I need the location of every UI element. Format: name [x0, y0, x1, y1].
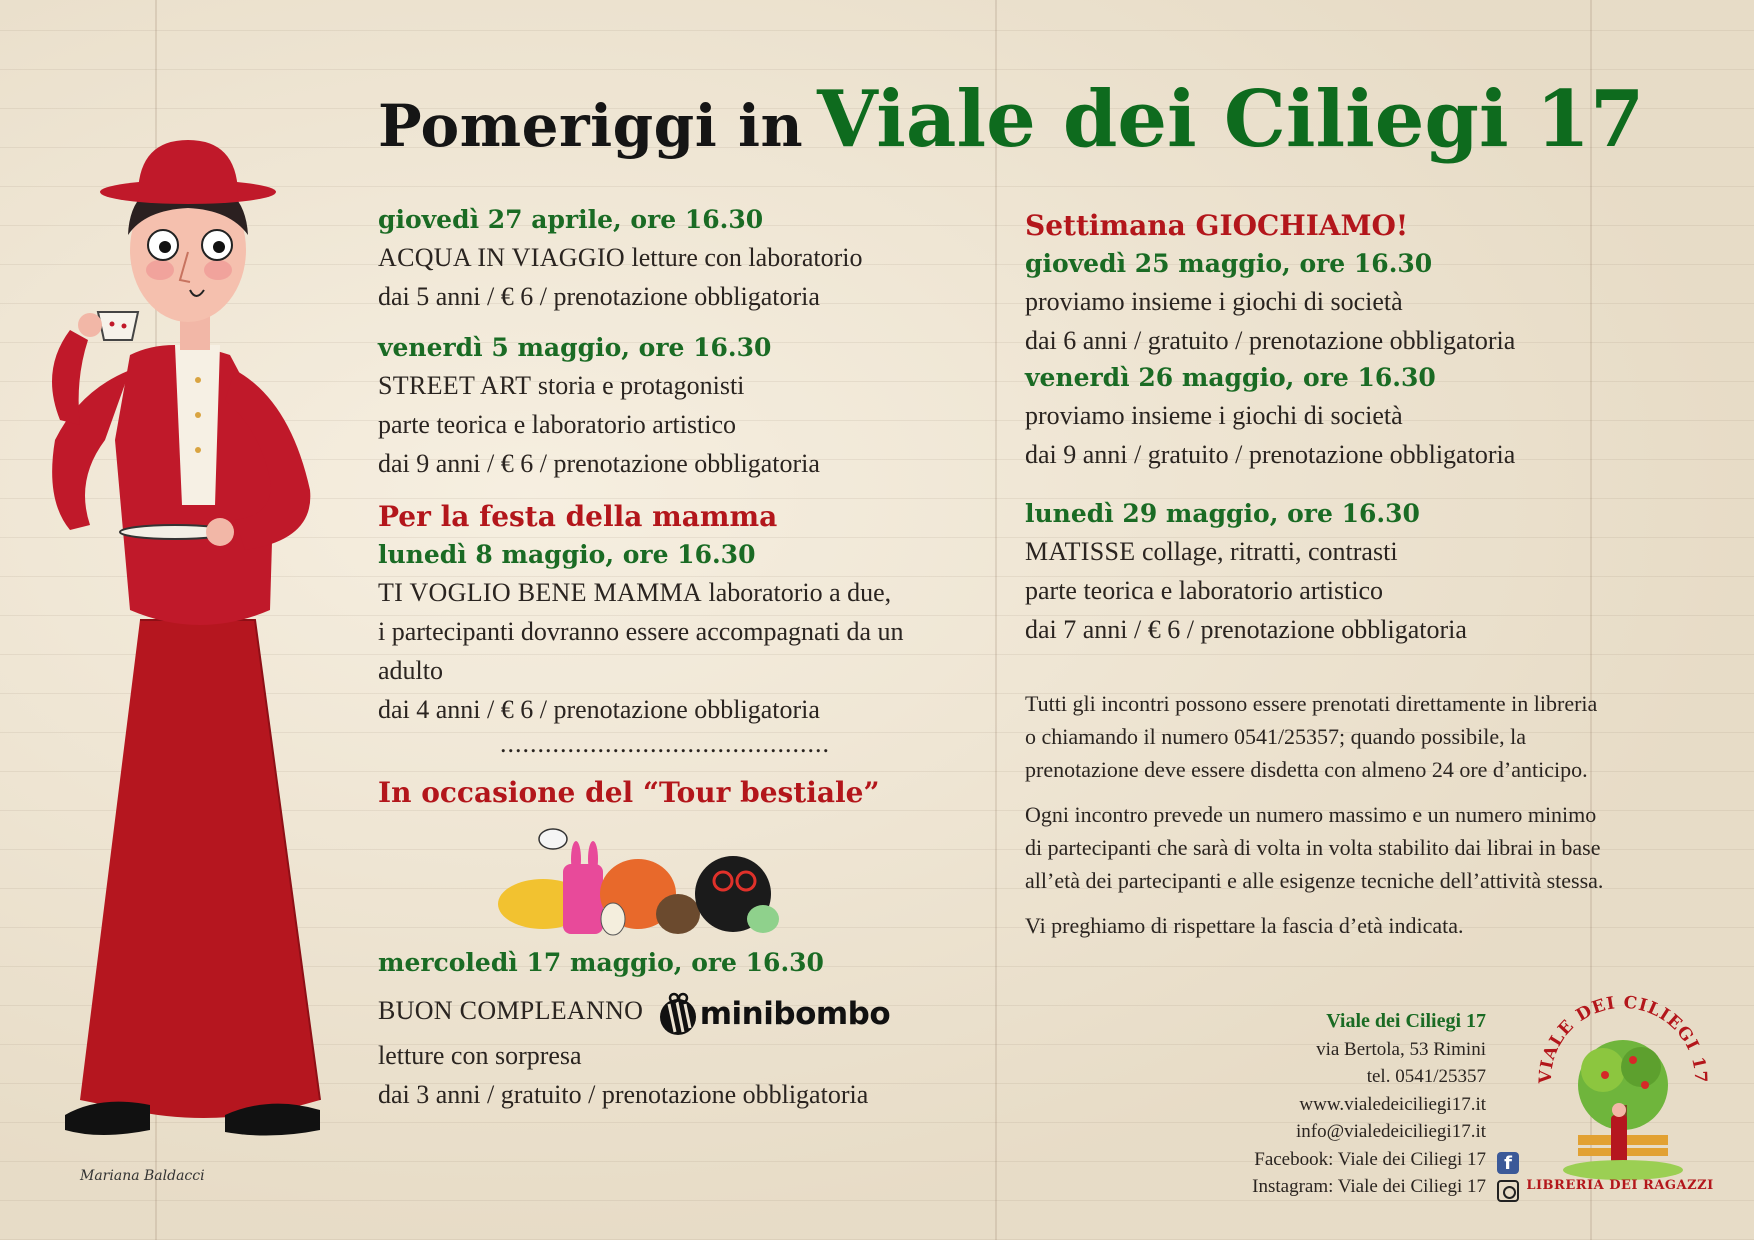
contact-block — [1252, 1008, 1486, 1201]
event-info: dai 9 anni / gratuito / prenotazione obbligatoria — [1025, 440, 1516, 469]
event-name: TI VOGLIO BENE MAMMA — [378, 578, 703, 607]
event-info: dai 4 anni / € 6 / prenotazione obbligatoria — [378, 695, 820, 724]
event-date: giovedì 27 aprile, ore 16.30 — [378, 205, 764, 234]
page-title — [378, 74, 1644, 165]
logo-subtitle: LIBRERIA DEI RAGAZZI — [1526, 1178, 1714, 1193]
event-block — [1025, 246, 1705, 360]
event-info: dai 7 anni / € 6 / prenotazione obbligatoria — [1025, 615, 1467, 644]
event-name: BUON COMPLEANNO — [378, 996, 644, 1025]
note-line: all’età dei partecipanti e alle esigenze tecniche dell’attività stessa. — [1025, 868, 1604, 893]
minibombo-wordmark: minibombo — [699, 996, 891, 1033]
title-part2: Viale dei Ciliegi 17 — [817, 74, 1645, 165]
title-part1: Pomeriggi in — [378, 92, 804, 160]
event-date: mercoledì 17 maggio, ore 16.30 — [378, 948, 824, 977]
event-info: dai 6 anni / gratuito / prenotazione obbligatoria — [1025, 326, 1516, 355]
lady-illustration — [20, 140, 370, 1180]
event-date: lunedì 29 maggio, ore 16.30 — [1025, 499, 1420, 528]
shop-phone: tel. 0541/25357 — [1366, 1066, 1486, 1087]
section-heading: Per la festa della mamma — [378, 500, 778, 533]
shop-logo — [1533, 985, 1713, 1200]
mamma-block — [378, 497, 988, 729]
note-line: Ogni incontro prevede un numero massimo e un numero minimo — [1025, 802, 1597, 827]
shop-email[interactable]: info@vialedeiciliegi17.it — [1295, 1121, 1486, 1142]
section-heading: In occasione del “Tour bestiale” — [378, 776, 880, 809]
artist-signature: Mariana Baldacci — [80, 1168, 205, 1184]
event-block — [1025, 496, 1705, 649]
age-note: Vi preghiamo di rispettare la fascia d’età indicata. — [1025, 913, 1464, 938]
event-extra: parte teorica e laboratorio artistico — [378, 410, 737, 439]
note-line: di partecipanti che sarà di volta in volta stabilito dai librai in base — [1025, 835, 1601, 860]
event-date: lunedì 8 maggio, ore 16.30 — [378, 540, 756, 569]
event-info: dai 9 anni / € 6 / prenotazione obbligatoria — [378, 449, 820, 478]
shop-name: Viale dei Ciliegi 17 — [1326, 1010, 1486, 1032]
right-column — [1025, 206, 1705, 954]
event-line: proviamo insieme i giochi di società — [1025, 401, 1403, 430]
event-desc: storia e protagonisti — [531, 371, 745, 400]
event-desc: letture con laboratorio — [624, 243, 863, 272]
event-name: ACQUA IN VIAGGIO — [378, 243, 625, 272]
event-line: letture con sorpresa — [378, 1041, 582, 1071]
event-line: i partecipanti dovranno essere accompagnati da un — [378, 617, 904, 646]
facebook-icon[interactable]: f — [1497, 1152, 1519, 1174]
event-block — [378, 202, 988, 316]
booking-note — [1025, 687, 1705, 786]
logo-arc-text: VIALE DEI CILIEGI 17 — [1535, 992, 1711, 1085]
shop-website[interactable]: www.vialedeiciliegi17.it — [1299, 1093, 1486, 1115]
shop-instagram[interactable]: Instagram: Viale dei Ciliegi 17 — [1252, 1176, 1486, 1197]
event-desc: laboratorio a due, — [702, 578, 892, 607]
note-line: o chiamando il numero 0541/25357; quando possibile, la — [1025, 724, 1527, 749]
minibombo-logo-icon — [656, 992, 700, 1036]
event-date: giovedì 25 maggio, ore 16.30 — [1025, 249, 1433, 278]
event-line: proviamo insieme i giochi di società — [1025, 287, 1403, 316]
event-date: venerdì 5 maggio, ore 16.30 — [378, 333, 772, 362]
shop-facebook[interactable]: Facebook: Viale dei Ciliegi 17 — [1254, 1148, 1486, 1170]
event-date: venerdì 26 maggio, ore 16.30 — [1025, 363, 1436, 392]
note-line: Tutti gli incontri possono essere prenotati direttamente in libreria — [1025, 691, 1598, 716]
event-line: adulto — [378, 656, 443, 685]
event-line: parte teorica e laboratorio artistico — [1025, 576, 1384, 605]
paper-rule — [995, 0, 997, 1240]
event-block — [378, 330, 988, 483]
event-name: STREET ART — [378, 371, 532, 400]
shop-address: via Bertola, 53 Rimini — [1316, 1038, 1486, 1060]
animals-illustration — [498, 819, 788, 939]
minibombo-logo — [656, 990, 890, 1036]
note-line: prenotazione deve essere disdetta con almeno 24 ore d’anticipo. — [1025, 757, 1588, 782]
event-block — [1025, 360, 1705, 474]
event-info: dai 3 anni / gratuito / prenotazione obbligatoria — [378, 1080, 869, 1110]
dotted-separator: ............................................ — [500, 729, 830, 758]
event-name: MATISSE — [1025, 537, 1136, 566]
left-column — [378, 202, 988, 1114]
participants-note — [1025, 798, 1705, 897]
event-info: dai 5 anni / € 6 / prenotazione obbligatoria — [378, 282, 820, 311]
event-desc: collage, ritratti, contrasti — [1135, 537, 1398, 566]
instagram-icon[interactable] — [1497, 1180, 1519, 1202]
section-heading: Settimana GIOCHIAMO! — [1025, 209, 1409, 242]
